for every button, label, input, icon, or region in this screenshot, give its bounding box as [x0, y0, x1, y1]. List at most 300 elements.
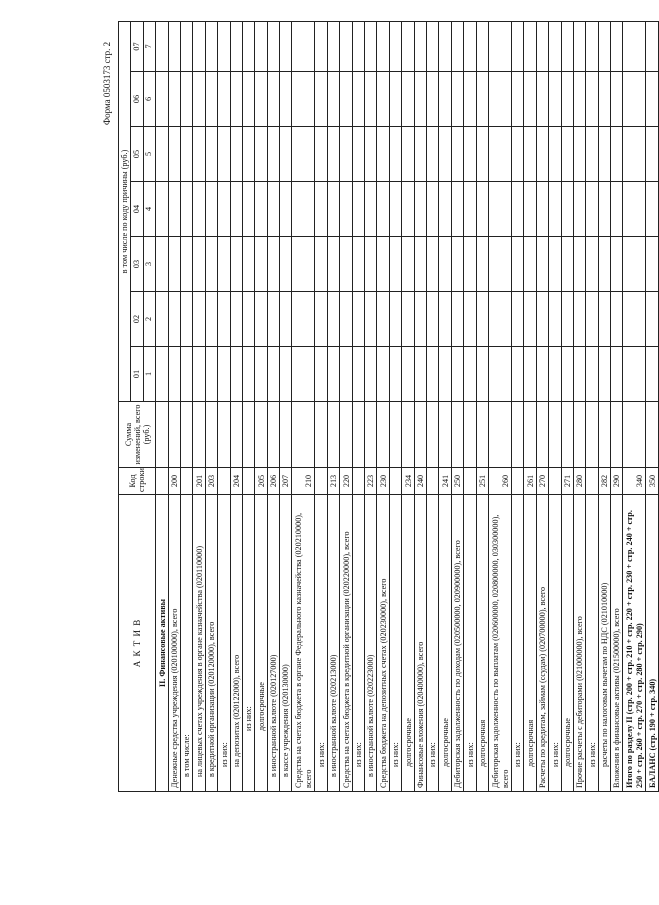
row-code [464, 468, 476, 495]
header-sum: Сумма изменений, всего (руб.) [119, 402, 156, 468]
value-cell [280, 182, 292, 237]
value-cell [426, 22, 438, 72]
value-cell [611, 237, 623, 292]
value-cell [389, 292, 401, 347]
value-cell [549, 347, 561, 402]
value-cell [255, 347, 267, 402]
value-cell [180, 22, 192, 72]
value-cell [524, 127, 536, 182]
value-cell [255, 22, 267, 72]
value-cell [476, 347, 488, 402]
row-name: Финансовые вложения (020400000), всего [414, 495, 426, 792]
value-cell [536, 292, 548, 347]
row-name: из них: [464, 495, 476, 792]
value-cell [180, 292, 192, 347]
value-cell [267, 22, 279, 72]
value-cell [315, 182, 327, 237]
value-cell [402, 402, 414, 468]
value-cell [451, 402, 463, 468]
value-cell [476, 22, 488, 72]
value-cell [292, 22, 315, 72]
value-cell [476, 402, 488, 468]
row-code [426, 468, 438, 495]
row-code: 340 [623, 468, 646, 495]
row-name: в иностранной валюте (020223000) [365, 495, 377, 792]
value-cell [561, 402, 573, 468]
table-row [511, 22, 523, 792]
row-name: из них: [549, 495, 561, 792]
row-code: 207 [280, 468, 292, 495]
row-name: в кассе учреждения (020130000) [280, 495, 292, 792]
row-name: II. Финансовые активы [156, 495, 168, 792]
table-row [242, 22, 254, 792]
value-cell [193, 72, 205, 127]
value-cell [242, 22, 254, 72]
row-name: долгосрочные [402, 495, 414, 792]
value-cell [168, 237, 180, 292]
value-cell [536, 72, 548, 127]
table-row [292, 22, 315, 792]
value-cell [242, 292, 254, 347]
value-cell [377, 402, 389, 468]
header-code: Код строки [119, 468, 156, 495]
value-cell [464, 292, 476, 347]
row-name: долгосрочные [561, 495, 573, 792]
value-cell [464, 347, 476, 402]
value-cell [464, 22, 476, 72]
table-row [218, 22, 230, 792]
row-code: 213 [327, 468, 339, 495]
value-cell [414, 347, 426, 402]
column-number-cell: 1 [143, 347, 155, 402]
value-cell [280, 347, 292, 402]
value-cell [511, 292, 523, 347]
value-cell [292, 127, 315, 182]
value-cell [340, 402, 352, 468]
value-cell [377, 127, 389, 182]
row-code: 220 [340, 468, 352, 495]
value-cell [623, 292, 646, 347]
row-code [549, 468, 561, 495]
row-code: 271 [561, 468, 573, 495]
row-code: 204 [230, 468, 242, 495]
value-cell [315, 72, 327, 127]
value-cell [365, 182, 377, 237]
value-cell [536, 182, 548, 237]
value-cell [586, 182, 598, 237]
table-row [451, 22, 463, 792]
value-cell [365, 347, 377, 402]
row-name: Расчеты по кредитам, займам (ссудам) (020700000), всего [536, 495, 548, 792]
value-cell [611, 127, 623, 182]
value-cell [230, 402, 242, 468]
value-cell [402, 127, 414, 182]
value-cell [168, 402, 180, 468]
value-cell [511, 72, 523, 127]
value-cell [598, 292, 610, 347]
value-cell [255, 182, 267, 237]
value-cell [623, 237, 646, 292]
row-name: в кредитной организации (020120000), всего [205, 495, 217, 792]
value-cell [193, 237, 205, 292]
value-cell [426, 402, 438, 468]
value-cell [623, 72, 646, 127]
value-cell [623, 182, 646, 237]
value-cell [646, 127, 658, 182]
table-row [524, 22, 536, 792]
value-cell [327, 402, 339, 468]
value-cell [205, 237, 217, 292]
value-cell [377, 22, 389, 72]
value-cell [536, 347, 548, 402]
value-cell [156, 237, 168, 292]
value-cell [292, 402, 315, 468]
value-cell [168, 127, 180, 182]
value-cell [365, 402, 377, 468]
value-cell [193, 182, 205, 237]
value-cell [476, 237, 488, 292]
value-cell [646, 347, 658, 402]
table-row [611, 22, 623, 792]
value-cell [549, 292, 561, 347]
value-cell [598, 347, 610, 402]
row-code: 203 [205, 468, 217, 495]
value-cell [242, 127, 254, 182]
value-cell [414, 402, 426, 468]
value-cell [573, 292, 585, 347]
value-cell [340, 292, 352, 347]
row-name: долгосрочные [255, 495, 267, 792]
value-cell [524, 347, 536, 402]
value-cell [156, 127, 168, 182]
value-cell [451, 22, 463, 72]
row-name: из них: [218, 495, 230, 792]
row-code: 290 [611, 468, 623, 495]
value-cell [156, 402, 168, 468]
value-cell [180, 182, 192, 237]
value-cell [327, 182, 339, 237]
value-cell [292, 182, 315, 237]
value-cell [327, 127, 339, 182]
value-cell [511, 237, 523, 292]
row-code: 251 [476, 468, 488, 495]
value-cell [168, 347, 180, 402]
value-cell [623, 22, 646, 72]
value-cell [242, 72, 254, 127]
value-cell [524, 402, 536, 468]
value-cell [611, 402, 623, 468]
value-cell [242, 237, 254, 292]
value-cell [549, 22, 561, 72]
value-cell [646, 237, 658, 292]
table-row [267, 22, 279, 792]
table-row [280, 22, 292, 792]
value-cell [205, 347, 217, 402]
value-cell [573, 182, 585, 237]
value-cell [598, 237, 610, 292]
asset-rows [156, 22, 659, 792]
value-cell [315, 237, 327, 292]
value-cell [439, 237, 451, 292]
value-cell [561, 22, 573, 72]
value-cell [598, 22, 610, 72]
value-cell [340, 127, 352, 182]
value-cell [586, 237, 598, 292]
row-code [180, 468, 192, 495]
value-cell [365, 237, 377, 292]
value-cell [267, 72, 279, 127]
value-cell [193, 292, 205, 347]
row-name: в том числе: [180, 495, 192, 792]
value-cell [218, 127, 230, 182]
value-cell [451, 292, 463, 347]
value-cell [327, 72, 339, 127]
column-number-cell: 3 [143, 237, 155, 292]
value-cell [561, 347, 573, 402]
value-cell [561, 127, 573, 182]
value-cell [340, 182, 352, 237]
table-row [561, 22, 573, 792]
value-cell [488, 402, 511, 468]
value-cell [365, 72, 377, 127]
value-cell [402, 22, 414, 72]
table-row [205, 22, 217, 792]
value-cell [365, 292, 377, 347]
value-cell [389, 237, 401, 292]
value-cell [426, 237, 438, 292]
value-cell [586, 292, 598, 347]
table-row [230, 22, 242, 792]
value-cell [218, 402, 230, 468]
value-cell [414, 237, 426, 292]
row-code: 205 [255, 468, 267, 495]
row-name: на депозитах (020122000), всего [230, 495, 242, 792]
value-cell [536, 402, 548, 468]
value-cell [476, 72, 488, 127]
value-cell [549, 237, 561, 292]
value-cell [511, 127, 523, 182]
value-cell [586, 22, 598, 72]
value-cell [205, 402, 217, 468]
value-cell [218, 237, 230, 292]
value-cell [193, 127, 205, 182]
value-cell [292, 72, 315, 127]
value-cell [573, 72, 585, 127]
value-cell [230, 237, 242, 292]
row-name: из них: [389, 495, 401, 792]
table-row [646, 22, 658, 792]
row-name: в иностранной валюте (020213000) [327, 495, 339, 792]
table-row [365, 22, 377, 792]
table-row [439, 22, 451, 792]
value-cell [549, 72, 561, 127]
table-row [536, 22, 548, 792]
value-cell [267, 292, 279, 347]
value-cell [451, 347, 463, 402]
value-cell [230, 72, 242, 127]
table-row [168, 22, 180, 792]
value-cell [646, 22, 658, 72]
value-cell [439, 127, 451, 182]
value-cell [255, 72, 267, 127]
value-cell [255, 402, 267, 468]
row-code: 234 [402, 468, 414, 495]
value-cell [414, 182, 426, 237]
reason-code-cell: 02 [131, 292, 143, 347]
row-name: Денежные средства учреждения (020100000), всего [168, 495, 180, 792]
value-cell [426, 347, 438, 402]
value-cell [315, 402, 327, 468]
value-cell [611, 292, 623, 347]
value-cell [168, 22, 180, 72]
value-cell [292, 237, 315, 292]
value-cell [205, 127, 217, 182]
row-code: 201 [193, 468, 205, 495]
value-cell [414, 127, 426, 182]
table-row [414, 22, 426, 792]
table-row [255, 22, 267, 792]
row-name: Дебиторская задолженность по доходам (020500000, 020900000), всего [451, 495, 463, 792]
reason-code-cell: 07 [131, 22, 143, 72]
row-name: Средства бюджета на депозитных счетах (020230000), всего [377, 495, 389, 792]
value-cell [156, 292, 168, 347]
value-cell [180, 402, 192, 468]
value-cell [230, 292, 242, 347]
row-code [315, 468, 327, 495]
value-cell [340, 347, 352, 402]
value-cell [377, 347, 389, 402]
value-cell [365, 22, 377, 72]
value-cell [646, 292, 658, 347]
value-cell [549, 127, 561, 182]
value-cell [327, 22, 339, 72]
value-cell [488, 127, 511, 182]
value-cell [340, 72, 352, 127]
row-name: Итого по разделу II (стр. 200 + стр. 210 + стр. 220 + стр. 230 + стр. 240 + стр. 250 + стр. 260 + стр. 270 + стр. 280 + стр. 290) [623, 495, 646, 792]
value-cell [242, 182, 254, 237]
row-code [389, 468, 401, 495]
row-name: из них: [586, 495, 598, 792]
value-cell [488, 237, 511, 292]
value-cell [402, 72, 414, 127]
value-cell [586, 127, 598, 182]
value-cell [476, 292, 488, 347]
value-cell [352, 182, 364, 237]
value-cell [180, 72, 192, 127]
table-row [464, 22, 476, 792]
value-cell [414, 292, 426, 347]
value-cell [549, 182, 561, 237]
value-cell [586, 347, 598, 402]
row-code: 206 [267, 468, 279, 495]
column-number-cell: 2 [143, 292, 155, 347]
value-cell [377, 182, 389, 237]
row-code [156, 468, 168, 495]
row-name: расчеты по налоговым вычетам по НДС (021010000) [598, 495, 610, 792]
row-code: 261 [524, 468, 536, 495]
value-cell [292, 292, 315, 347]
row-code: 240 [414, 468, 426, 495]
value-cell [524, 22, 536, 72]
value-cell [476, 182, 488, 237]
value-cell [439, 292, 451, 347]
table-row [549, 22, 561, 792]
value-cell [536, 237, 548, 292]
reason-code-cell: 06 [131, 72, 143, 127]
value-cell [611, 22, 623, 72]
value-cell [180, 237, 192, 292]
row-name: БАЛАНС (стр. 190 + стр. 340) [646, 495, 658, 792]
value-cell [561, 237, 573, 292]
value-cell [402, 237, 414, 292]
value-cell [267, 182, 279, 237]
value-cell [598, 182, 610, 237]
value-cell [426, 72, 438, 127]
value-cell [156, 72, 168, 127]
value-cell [389, 72, 401, 127]
table-row [488, 22, 511, 792]
value-cell [402, 182, 414, 237]
value-cell [464, 127, 476, 182]
table-row [402, 22, 414, 792]
value-cell [524, 72, 536, 127]
value-cell [524, 237, 536, 292]
row-code: 350 [646, 468, 658, 495]
value-cell [352, 237, 364, 292]
row-name: Средства на счетах бюджета в кредитной организации (020220000), всего [340, 495, 352, 792]
value-cell [193, 22, 205, 72]
value-cell [315, 347, 327, 402]
reason-code-cell: 01 [131, 347, 143, 402]
reason-code-cell: 04 [131, 182, 143, 237]
value-cell [255, 237, 267, 292]
header-asset: А К Т И В [119, 495, 156, 792]
value-cell [315, 127, 327, 182]
value-cell [573, 237, 585, 292]
value-cell [524, 182, 536, 237]
value-cell [352, 292, 364, 347]
value-cell [488, 72, 511, 127]
value-cell [476, 127, 488, 182]
value-cell [292, 347, 315, 402]
row-name: из них: [315, 495, 327, 792]
value-cell [218, 182, 230, 237]
value-cell [156, 182, 168, 237]
value-cell [315, 22, 327, 72]
value-cell [352, 347, 364, 402]
value-cell [611, 182, 623, 237]
row-code: 250 [451, 468, 463, 495]
value-cell [586, 402, 598, 468]
row-code: 200 [168, 468, 180, 495]
reason-code-cell: 05 [131, 127, 143, 182]
value-cell [280, 127, 292, 182]
value-cell [315, 292, 327, 347]
value-cell [280, 402, 292, 468]
value-cell [598, 72, 610, 127]
value-cell [536, 127, 548, 182]
value-cell [340, 22, 352, 72]
value-cell [377, 237, 389, 292]
row-code: 241 [439, 468, 451, 495]
row-name: из них: [352, 495, 364, 792]
value-cell [561, 182, 573, 237]
value-cell [267, 347, 279, 402]
value-cell [488, 182, 511, 237]
table-row [623, 22, 646, 792]
table-row [598, 22, 610, 792]
value-cell [611, 72, 623, 127]
